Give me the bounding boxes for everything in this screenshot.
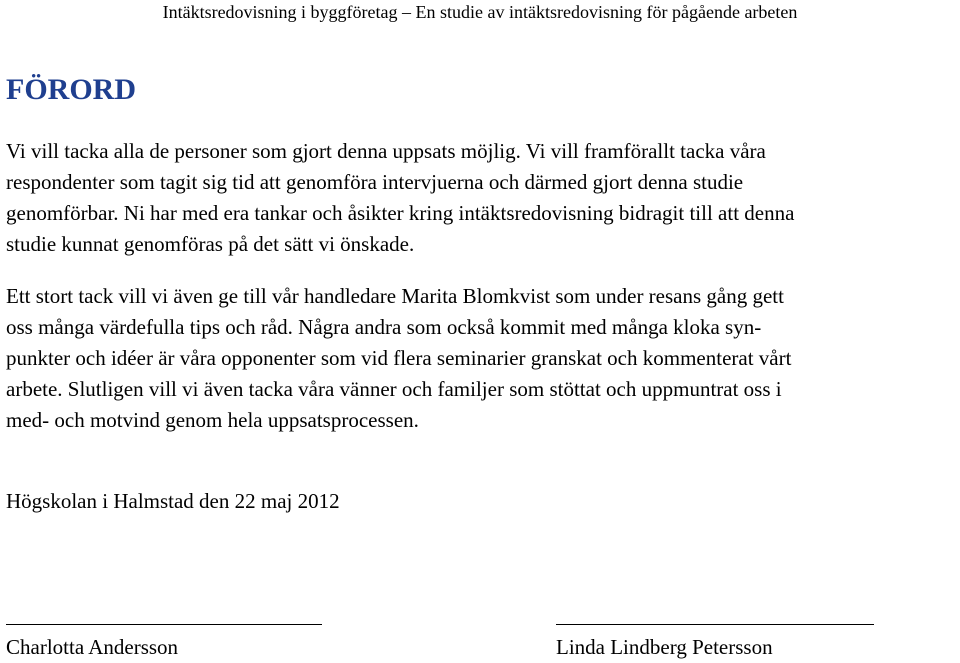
- running-header: Intäktsredovisning i byggföretag – En studie av intäktsredovisning för pågående arbeten: [162, 2, 798, 22]
- signature-line-right: [556, 624, 874, 625]
- paragraph-line: punkter och idéer är våra opponenter som vid flera seminarier granskat och kommenterat vårt: [6, 346, 792, 370]
- paragraph-thanks-supervisor: [6, 281, 956, 436]
- section-title: FÖRORD: [6, 73, 136, 106]
- paragraph-line: arbete. Slutligen vill vi även tacka våra vänner och familjer som stöttat och uppmuntrat oss i: [6, 377, 782, 401]
- signature-name-right: Linda Lindberg Petersson: [556, 635, 773, 659]
- paragraph-line: genomförbar. Ni har med era tankar och åsikter kring intäktsredovisning bidragit till att denna: [6, 201, 795, 225]
- paragraph-line: Ett stort tack vill vi även ge till vår handledare Marita Blomkvist som under resans gång gett: [6, 284, 784, 308]
- paragraph-line: respondenter som tagit sig tid att genomföra intervjuerna och därmed gjort denna studie: [6, 170, 744, 194]
- paragraph-thanks-respondents: [6, 136, 956, 260]
- signature-line-left: [6, 624, 322, 625]
- paragraph-line: oss många värdefulla tips och råd. Några andra som också kommit med många kloka syn-: [6, 315, 762, 339]
- paragraph-line: Vi vill tacka alla de personer som gjort denna uppsats möjlig. Vi vill framförallt tacka våra: [6, 139, 766, 163]
- paragraph-line: med- och motvind genom hela uppsatsprocessen.: [6, 408, 419, 432]
- signature-name-left: Charlotta Andersson: [6, 635, 179, 659]
- paragraph-line: studie kunnat genomföras på det sätt vi önskade.: [6, 232, 415, 256]
- place-and-date: Högskolan i Halmstad den 22 maj 2012: [6, 489, 340, 513]
